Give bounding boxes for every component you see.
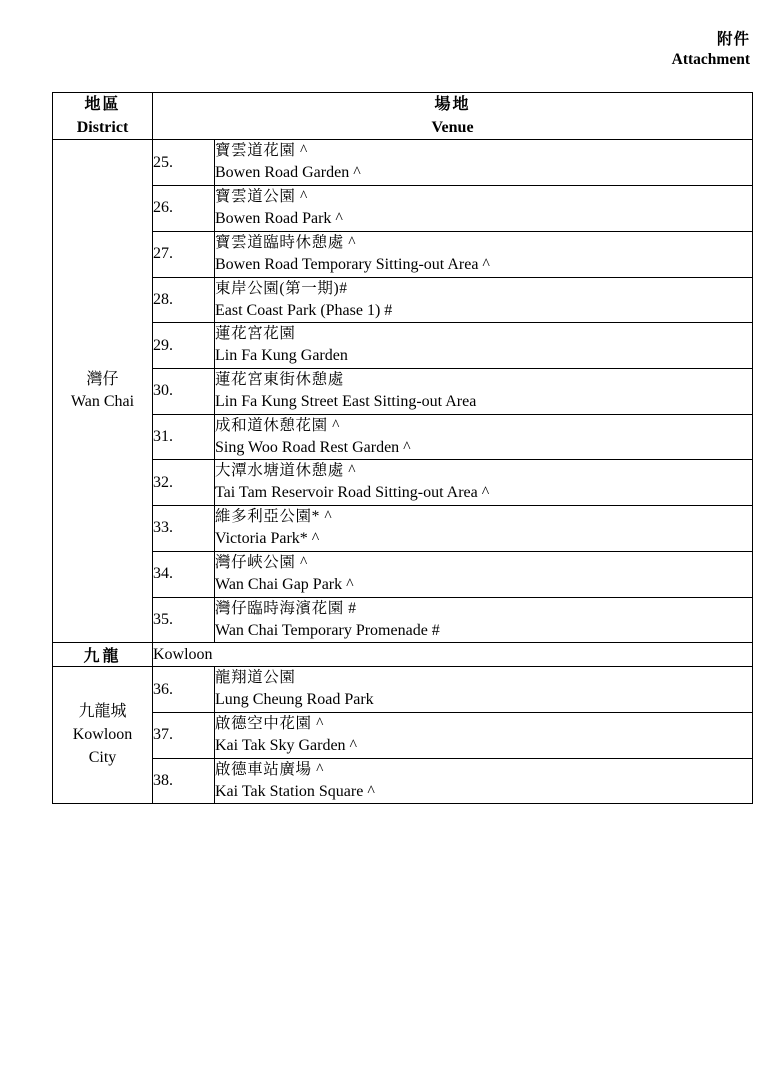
column-header-district-zh: 地區 <box>84 96 121 113</box>
table-row <box>53 597 753 643</box>
district-cell-wan-chai <box>53 140 153 643</box>
table-header <box>53 93 753 140</box>
row-number: 30. <box>153 368 215 414</box>
venue-name-en: Sing Woo Road Rest Garden ^ <box>215 438 411 456</box>
table-row <box>53 713 753 759</box>
venue-name-zh: 灣仔臨時海濱花園 # <box>215 599 357 617</box>
venue-cell <box>215 713 753 759</box>
venue-cell <box>215 186 753 232</box>
venue-name-zh: 寶雲道臨時休憩處 ^ <box>215 233 357 251</box>
district-cell-kowloon-city <box>53 667 153 804</box>
attachment-label <box>672 30 750 70</box>
column-header-district <box>53 93 153 140</box>
row-number: 28. <box>153 277 215 323</box>
table-row <box>53 551 753 597</box>
attachment-label-zh: 附件 <box>716 31 750 48</box>
venue-name-zh: 大潭水塘道休憩處 ^ <box>215 462 357 480</box>
venue-name-zh: 龍翔道公園 <box>215 669 296 687</box>
row-number: 36. <box>153 667 215 713</box>
venue-name-en: Tai Tam Reservoir Road Sitting-out Area ^ <box>215 484 490 502</box>
venue-cell <box>215 506 753 552</box>
district-name-zh: 灣仔 <box>86 370 119 388</box>
row-number: 32. <box>153 460 215 506</box>
venue-name-en: Bowen Road Garden ^ <box>215 164 361 182</box>
column-header-venue <box>153 93 753 140</box>
venue-name-en: Wan Chai Temporary Promenade # <box>215 621 440 639</box>
row-number: 34. <box>153 551 215 597</box>
row-number: 25. <box>153 140 215 186</box>
table-row <box>53 140 753 186</box>
venue-cell <box>215 231 753 277</box>
row-number: 29. <box>153 323 215 369</box>
table-body <box>53 140 753 804</box>
row-number: 38. <box>153 758 215 804</box>
venue-name-zh: 東岸公園(第一期)# <box>215 279 348 297</box>
section-title-zh: 九龍 <box>53 643 153 667</box>
row-number: 31. <box>153 414 215 460</box>
venue-cell <box>215 277 753 323</box>
venue-cell <box>215 758 753 804</box>
row-number: 26. <box>153 186 215 232</box>
district-name-en: Wan Chai <box>70 393 135 411</box>
venue-name-zh: 灣仔峽公園 ^ <box>215 553 308 571</box>
venue-name-en: Lung Cheung Road Park <box>215 691 374 709</box>
venue-name-en: Lin Fa Kung Garden <box>215 347 348 365</box>
table-header-row <box>53 93 753 140</box>
table-row <box>53 667 753 713</box>
table-row <box>53 323 753 369</box>
venue-cell <box>215 667 753 713</box>
row-number: 35. <box>153 597 215 643</box>
venue-name-zh: 維多利亞公園* ^ <box>215 508 333 526</box>
column-header-venue-en: Venue <box>431 119 474 137</box>
venue-cell <box>215 323 753 369</box>
table-row <box>53 186 753 232</box>
venue-name-zh: 成和道休憩花園 ^ <box>215 416 341 434</box>
table-row <box>53 231 753 277</box>
venue-name-zh: 蓮花宮東街休憩處 <box>215 370 344 388</box>
table-row <box>53 368 753 414</box>
venue-cell <box>215 414 753 460</box>
venue-cell <box>215 460 753 506</box>
venue-name-zh: 啟德空中花園 ^ <box>215 715 324 732</box>
row-number: 37. <box>153 713 215 759</box>
venue-name-en: Lin Fa Kung Street East Sitting-out Area <box>215 392 477 410</box>
venue-name-zh: 啟德車站廣場 ^ <box>215 760 324 778</box>
venue-table <box>52 92 753 804</box>
table-row <box>53 414 753 460</box>
table-row <box>53 758 753 804</box>
district-name-en-line2: City <box>88 748 117 766</box>
attachment-label-en: Attachment <box>671 50 750 68</box>
venue-name-en: Wan Chai Gap Park ^ <box>215 575 354 593</box>
venue-cell <box>215 551 753 597</box>
venue-cell <box>215 140 753 186</box>
column-header-venue-zh: 場地 <box>434 96 471 113</box>
district-name-en: Kowloon <box>72 726 133 743</box>
venue-name-en: Bowen Road Temporary Sitting-out Area ^ <box>215 255 490 273</box>
venue-name-en: Bowen Road Park ^ <box>215 210 343 228</box>
column-header-district-en: District <box>76 119 129 137</box>
venue-name-en: Kai Tak Sky Garden ^ <box>215 737 358 754</box>
venue-cell <box>215 597 753 643</box>
venue-name-zh: 寶雲道花園 ^ <box>215 142 308 160</box>
section-row-kowloon <box>53 643 753 667</box>
venue-name-zh: 蓮花宮花園 <box>215 325 296 343</box>
venue-name-en: Victoria Park* ^ <box>215 530 320 548</box>
venue-cell <box>215 368 753 414</box>
section-title-en: Kowloon <box>153 643 753 667</box>
row-number: 33. <box>153 506 215 552</box>
venue-name-en: Kai Tak Station Square ^ <box>215 782 375 800</box>
venue-name-en: East Coast Park (Phase 1) # <box>215 301 393 319</box>
table-row <box>53 277 753 323</box>
row-number: 27. <box>153 231 215 277</box>
table-row <box>53 506 753 552</box>
district-name-zh: 九龍城 <box>78 703 127 721</box>
venue-name-zh: 寶雲道公園 ^ <box>215 188 308 206</box>
table-row <box>53 460 753 506</box>
